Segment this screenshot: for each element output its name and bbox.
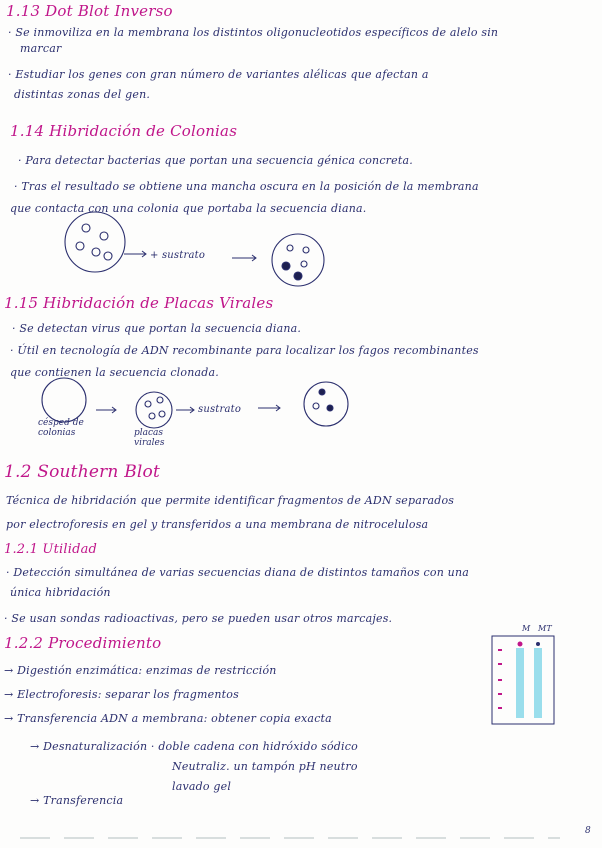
text-line: distintas zonas del gen. (14, 88, 151, 101)
text-line: → Transferencia ADN a membrana: obtener copia exacta (4, 712, 332, 725)
text-line: marcar (20, 42, 62, 55)
text-line: · Para detectar bacterias que portan una secuencia génica concreta. (18, 154, 413, 167)
text-line: única hibridación (10, 586, 111, 599)
caption-plaques: placas virales (134, 428, 165, 448)
text-line: · Se inmoviliza en la membrana los distintos oligonucleotidos específicos de alelo sin (8, 26, 499, 39)
lawn-plate (42, 378, 86, 422)
heading-colonias: 1.14 Hibridación de Colonias (10, 122, 238, 140)
colony-plate-before (65, 212, 125, 272)
arrow-icon (124, 251, 146, 257)
page-number: 8 (585, 826, 591, 836)
heading-placas: 1.15 Hibridación de Placas Virales (4, 294, 274, 312)
text-line: → Desnaturalización · doble cadena con hidróxido sódico (30, 740, 358, 753)
heading-utilidad: 1.2.1 Utilidad (4, 542, 98, 557)
arrow-icon (176, 407, 194, 413)
diagram-label: sustrato (198, 404, 242, 415)
plaque-plate (136, 392, 172, 428)
heading-dot-blot: 1.13 Dot Blot Inverso (6, 2, 173, 20)
arrow-icon (96, 407, 116, 413)
text-line: · Útil en tecnología de ADN recombinante para localizar los fagos recombinantes (10, 344, 479, 357)
heading-procedimiento: 1.2.2 Procedimiento (4, 634, 162, 652)
text-line: · Se detectan virus que portan la secuencia diana. (12, 322, 302, 335)
text-line: → Digestión enzimática: enzimas de restricción (4, 664, 277, 677)
text-line: que contacta con una colonia que portaba la secuencia diana. (10, 202, 367, 215)
arrow-icon (258, 405, 280, 411)
text-line: · Tras el resultado se obtiene una mancha oscura en la posición de la membrana (14, 180, 479, 193)
text-line: que contienen la secuencia clonada. (10, 366, 219, 379)
text-line: → Transferencia (30, 794, 124, 807)
gel-label: MT (538, 624, 552, 633)
arrow-icon (232, 255, 256, 261)
text-line: lavado gel (172, 780, 232, 793)
text-line: Neutraliz. un tampón pH neutro (172, 760, 358, 773)
colony-plate-after (272, 234, 324, 286)
text-line: · Se usan sondas radioactivas, pero se pueden usar otros marcajes. (4, 612, 393, 625)
text-line: · Estudiar los genes con gran número de variantes alélicas que afectan a (8, 68, 429, 81)
text-line: por electroforesis en gel y transferidos a una membrana de nitrocelulosa (6, 518, 429, 531)
text-line: → Electroforesis: separar los fragmentos (4, 688, 239, 701)
plaque-plate-after (304, 382, 348, 426)
gel-label: M (522, 624, 531, 633)
heading-southern: 1.2 Southern Blot (4, 462, 160, 482)
gel-diagram (492, 636, 554, 724)
caption-lawn: césped de colonias (38, 418, 84, 438)
text-line: · Detección simultánea de varias secuencias diana de distintos tamaños con una (6, 566, 470, 579)
diagram-label: + sustrato (150, 250, 206, 261)
text-line: Técnica de hibridación que permite identificar fragmentos de ADN separados (6, 494, 455, 507)
